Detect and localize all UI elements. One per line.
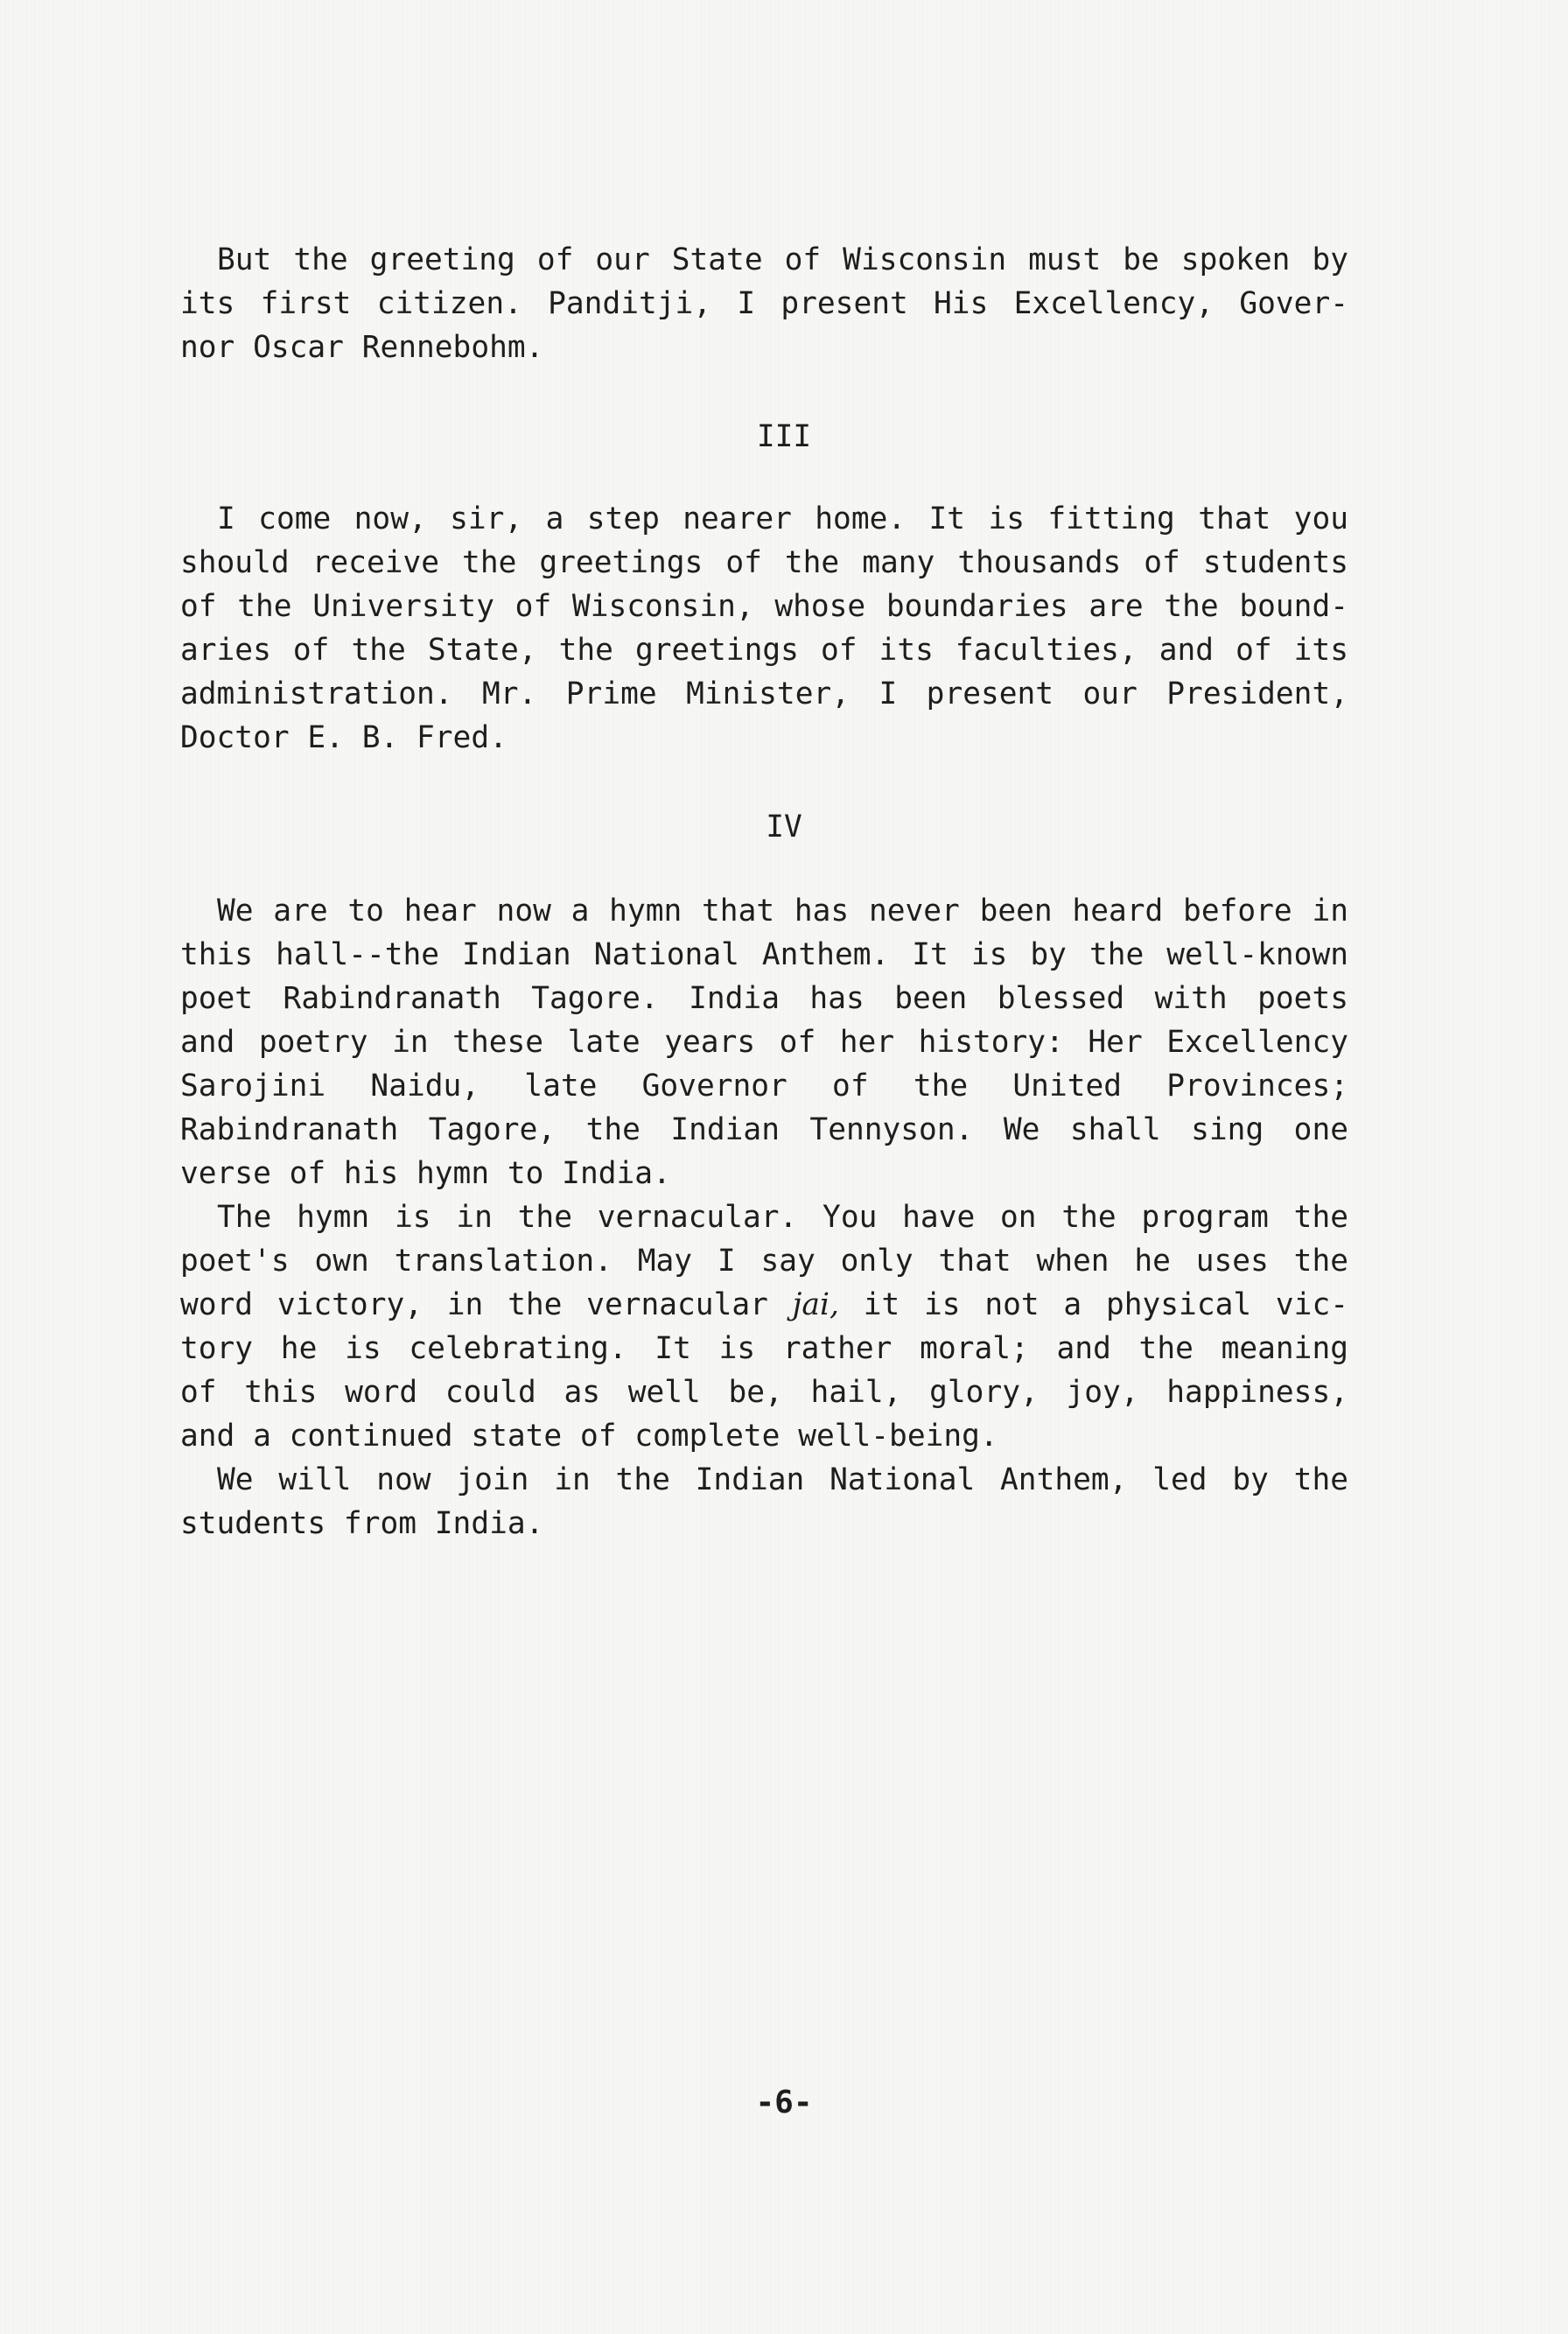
text-line: and a continued state of complete well-being. <box>180 1419 998 1454</box>
paragraph-national-anthem <box>180 889 1348 1195</box>
text-line: its first citizen. Panditji, I present His Excellency, Gover- <box>180 286 1348 321</box>
text-line: poet's own translation. May I say only that when he uses the <box>180 1244 1348 1279</box>
paragraph-greeting-wisconsin <box>180 238 1348 369</box>
text-line-with-italic <box>180 1283 1348 1327</box>
text-line: students from India. <box>180 1506 544 1541</box>
paragraph-join-anthem <box>180 1458 1348 1545</box>
text-line: of the University of Wisconsin, whose boundaries are the bound- <box>180 589 1348 624</box>
section-heading-iii: III <box>756 419 812 454</box>
italic-word-jai: jai, <box>792 1287 839 1322</box>
text-line: and poetry in these late years of her history: Her Excellency <box>180 1025 1348 1060</box>
text-line: nor Oscar Rennebohm. <box>180 330 544 365</box>
text-line: I come now, sir, a step nearer home. It is fitting that you <box>217 501 1348 536</box>
section-heading-iv: IV <box>766 810 802 845</box>
text-line: We will now join in the Indian National Anthem, led by the <box>217 1462 1348 1497</box>
paragraph-hymn-vernacular <box>180 1195 1348 1458</box>
text-line: of this word could as well be, hail, glory, joy, happiness, <box>180 1375 1348 1410</box>
text-line: administration. Mr. Prime Minister, I present our President, <box>180 676 1348 711</box>
text-line: The hymn is in the vernacular. You have on the program the <box>217 1200 1348 1235</box>
text-line: Sarojini Naidu, late Governor of the United Provinces; <box>180 1069 1348 1104</box>
text-line: Doctor E. B. Fred. <box>180 720 508 755</box>
text-line: We are to hear now a hymn that has never been heard before in <box>217 894 1348 929</box>
text-segment: word victory, in the vernacular <box>180 1287 793 1322</box>
text-line: aries of the State, the greetings of its faculties, and of its <box>180 633 1348 668</box>
text-segment: it is not a physical vic- <box>838 1287 1348 1322</box>
text-line: Rabindranath Tagore, the Indian Tennyson. We shall sing one <box>180 1112 1348 1147</box>
text-line: But the greeting of our State of Wisconsin must be spoken by <box>217 242 1348 277</box>
text-line: this hall--the Indian National Anthem. It is by the well-known <box>180 937 1348 972</box>
page-number: -6- <box>755 2085 813 2120</box>
text-line: tory he is celebrating. It is rather moral; and the meaning <box>180 1331 1348 1366</box>
text-line: poet Rabindranath Tagore. India has been blessed with poets <box>180 981 1348 1016</box>
text-line: should receive the greetings of the many thousands of students <box>180 545 1348 580</box>
text-line: verse of his hymn to India. <box>180 1156 671 1191</box>
paragraph-university-greeting <box>180 497 1348 760</box>
